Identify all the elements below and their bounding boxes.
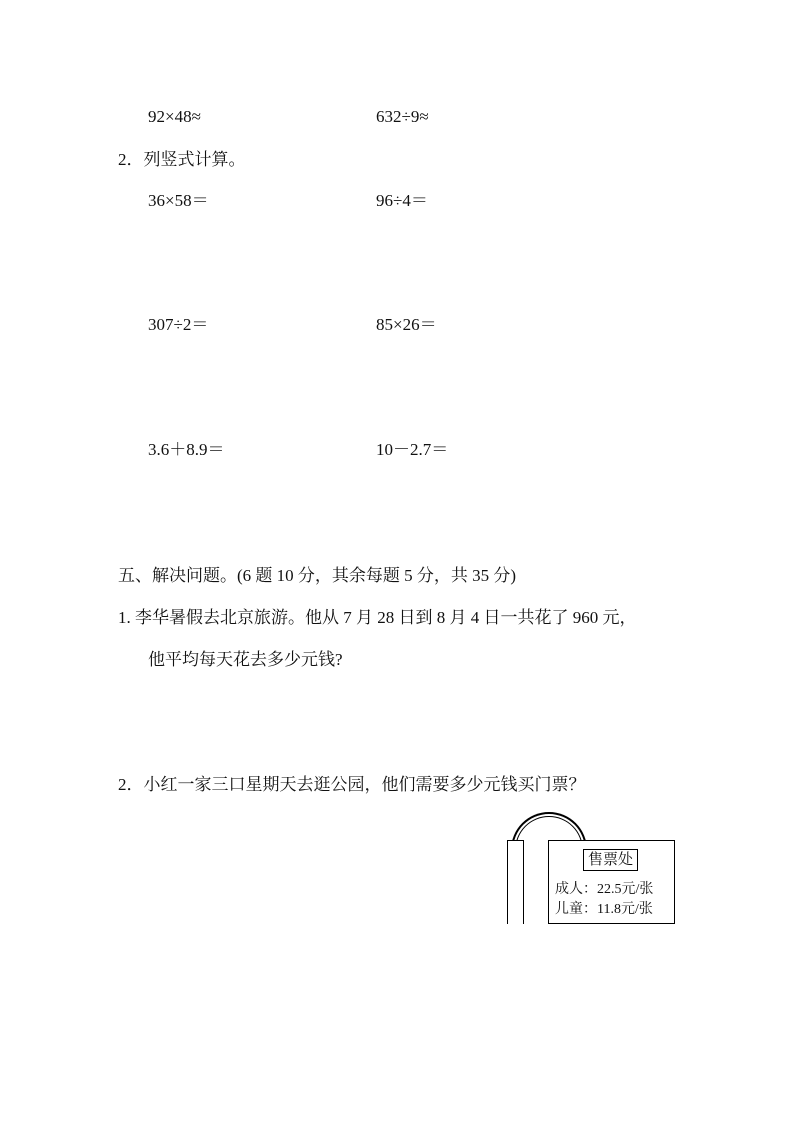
question-2: 2．小红一家三口星期天去逛公园，他们需要多少元钱买门票？	[118, 775, 586, 794]
problem-left: 307÷2＝	[148, 315, 209, 334]
price-board	[548, 840, 675, 924]
question-1-line2: 他平均每天花去多少元钱?	[148, 650, 343, 669]
question-1-line1: 1. 李华暑假去北京旅游。他从 7 月 28 日到 8 月 4 日一共花了 960 元，	[118, 608, 637, 627]
estimation-right: 632÷9≈	[376, 107, 429, 126]
problem-right: 96÷4＝	[376, 191, 428, 210]
booth-pillar	[507, 840, 524, 924]
adult-price: 成人：22.5元/张	[555, 882, 654, 897]
problem-left: 36×58＝	[148, 191, 209, 210]
problem-right: 10－2.7＝	[376, 440, 449, 459]
section-vertical-heading: 2．列竖式计算。	[118, 150, 246, 169]
section-five-heading: 五、解决问题。(6 题 10 分，其余每题 5 分，共 35 分)	[118, 566, 517, 585]
board-title: 售票处	[583, 849, 638, 871]
problem-left: 3.6＋8.9＝	[148, 440, 225, 459]
estimation-left: 92×48≈	[148, 107, 201, 126]
ticket-booth-illustration	[505, 812, 675, 924]
problem-right: 85×26＝	[376, 315, 437, 334]
child-price: 儿童：11.8元/张	[555, 902, 653, 917]
